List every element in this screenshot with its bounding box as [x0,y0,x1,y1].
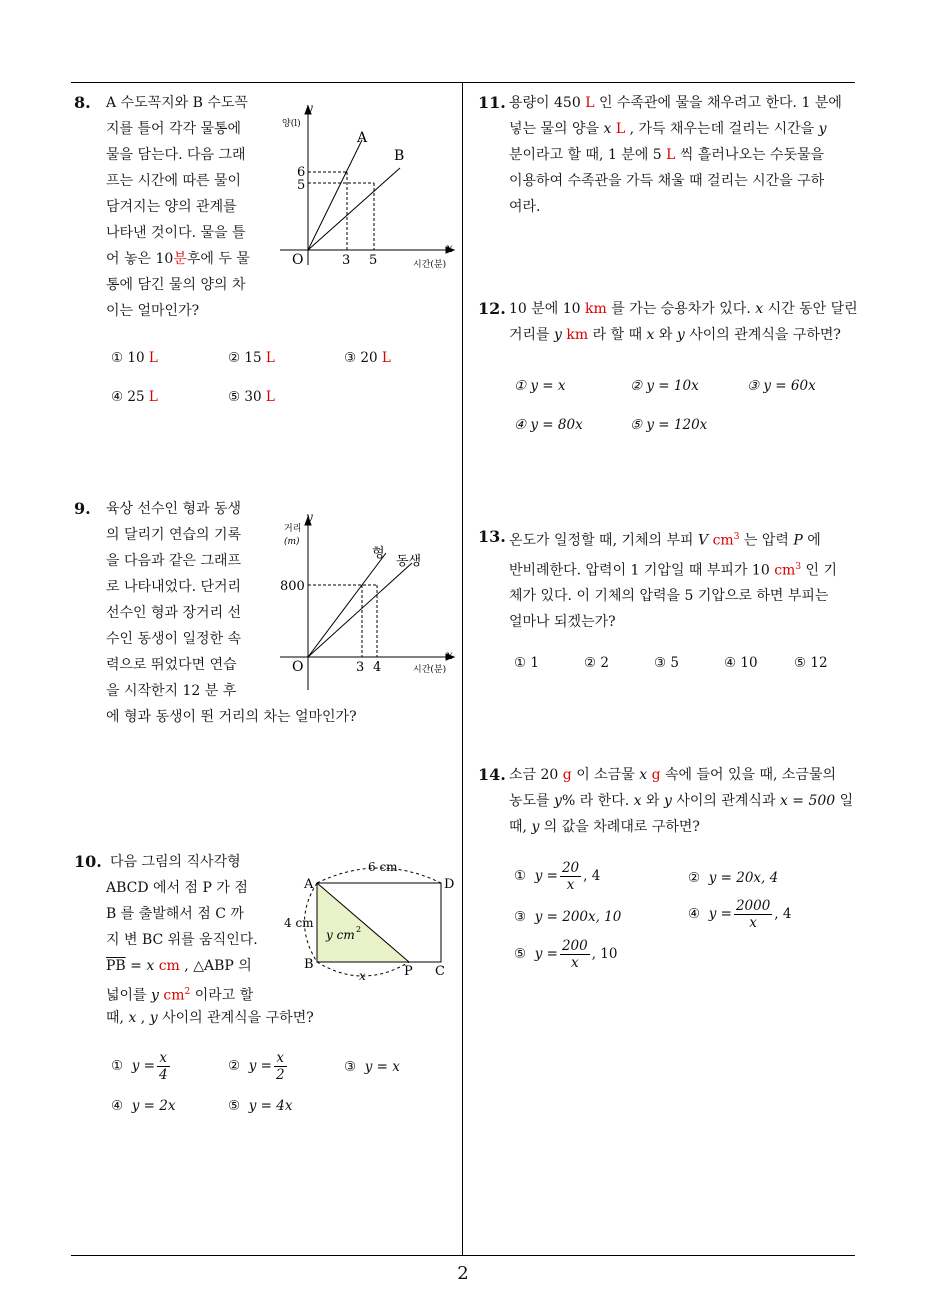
tick-5: 5 [297,178,306,193]
q9-line: 을 다음과 같은 그래프 [106,553,242,569]
q9-line: 을 시작한지 12 분 후 [106,683,237,699]
q10-line: 다음 그림의 직사각형 [110,854,241,870]
question-14-text: 소금 20 g 이 소금물 x g 속에 들어 있을 때, 소금물의 농도를 y% 라 한다. x 와 y 사이의 관계식과 x = 500 일 때, y 의 값을 차례대로 구하면? [509,767,854,835]
q12-option-2[interactable]: ② y = 10x [630,378,699,394]
q9-line: 에 형과 동생이 뛴 거리의 차는 얼마인가? [106,709,357,725]
origin-label: O [292,252,304,268]
q13-option-2[interactable]: ② 2 [584,655,609,671]
q13-option-5[interactable]: ⑤ 12 [794,655,828,671]
q8-option-4[interactable]: ④ 25 L [111,389,158,405]
q13-option-4[interactable]: ④ 10 [724,655,758,671]
q10-figure [280,855,460,985]
question-10 [74,849,106,876]
question-11-text: 용량이 450 L 인 수족관에 물을 채우려고 한다. 1 분에 넣는 물의 양을 x L , 가득 채우는데 걸리는 시간을 y 분이라고 할 때, 1 분에 5 L 씩 흘러나오는 수돗물을 이용하여 수족관을 가득 채울 때 걸리는 시간을 구하 여라. [509,95,842,215]
q8-line: A 수도꼭지와 B 수도꼭 [106,95,248,111]
question-10-text [106,849,281,1009]
q14-option-1[interactable]: ① y = $\frac{20}{x}$ , 4 [514,860,601,893]
q8-graph [270,100,460,275]
vertex-d: D [444,877,455,892]
question-11 [478,90,510,117]
q13-option-1[interactable]: ① 1 [514,655,539,671]
y-label: y [306,101,313,115]
vertex-a: A [304,877,314,892]
label-6cm: 6 cm [368,860,398,874]
q8-line: 나타낸 것이다. 물을 틀 [106,225,246,241]
q14-option-4[interactable]: ④ y = $\frac{2000}{x}$ , 4 [688,898,792,931]
question-number: 12. [478,299,506,318]
q9-line: 의 달리기 연습의 기록 [106,527,242,543]
q10-line: ABCD 에서 점 P 가 점 [106,880,248,896]
tick-5x: 5 [369,253,378,268]
question-14 [478,762,510,789]
question-9 [74,496,95,523]
q8-line: 담겨지는 양의 관계를 [106,199,237,215]
question-number: 13. [478,527,506,546]
bottom-rule [71,1255,855,1256]
q12-option-5[interactable]: ⑤ y = 120x [630,417,708,433]
q10-line: 지 변 BC 위를 움직인다. [106,932,258,948]
q8-option-2[interactable]: ② 15 L [228,350,275,366]
tick-4: 4 [373,660,382,675]
q12-option-4[interactable]: ④ y = 80x [514,417,583,433]
vertex-c: C [435,964,445,979]
q9-line: 육상 선수인 형과 동생 [106,501,242,517]
label-area: y cm [326,928,355,942]
question-number: 11. [478,93,506,112]
y-label: y [306,510,313,524]
q8-option-3[interactable]: ③ 20 L [344,350,391,366]
label-4cm: 4 cm [284,916,314,930]
question-10-text-end: 때, x , y 사이의 관계식을 구하면? [106,1010,314,1026]
y-axis-label: 양(l) [282,119,301,129]
point-p: P [404,964,413,979]
question-13-text: 온도가 일정할 때, 기체의 부피 V $cm^3$ 는 압력 P 에 반비례한다. 압력이 1 기압일 때 부피가 10 $cm^3$ 인 기 체가 있다. 이 기체의 압력을 5 기압으로 하면 부피는 얼마나 되겠는가? [509,532,837,631]
label-area-sup: 2 [356,925,362,934]
q10-line: B 를 출발해서 점 C 까 [106,906,244,922]
x-label: x [446,241,453,255]
x-label: x [446,648,453,662]
line-b [308,168,400,250]
q8-line: 어 놓은 10분후에 두 물 [106,251,250,267]
q8-option-5[interactable]: ⑤ 30 L [228,389,275,405]
q10-option-1[interactable]: ① y = $\frac{x}{4}$ [111,1050,168,1083]
q12-option-1[interactable]: ① y = x [514,378,566,394]
series-a-label: A [357,130,368,146]
tick-3: 3 [356,660,365,675]
q10-option-5[interactable]: ⑤ y = 4x [228,1098,293,1114]
question-8-text [106,90,266,324]
q8-line: 프는 시간에 따른 물이 [106,173,242,189]
q10-option-4[interactable]: ④ y = 2x [111,1098,176,1114]
q8-option-1[interactable]: ① 10 L [111,350,158,366]
column-divider [462,82,463,1256]
line-a [308,140,362,250]
q14-option-2[interactable]: ② y = 20x, 4 [688,870,779,886]
q8-line: 지를 틀어 각각 물통에 [106,121,242,137]
question-13 [478,524,510,551]
q9-line: 로 나타내었다. 단거리 [106,579,242,595]
q9-line: 수인 동생이 일정한 속 [106,631,242,647]
q13-option-3[interactable]: ③ 5 [654,655,679,671]
q10-option-3[interactable]: ③ y = x [344,1059,400,1075]
line-dongsaeng [308,563,412,657]
y-axis-label: 거리 [284,524,302,534]
tick-3: 3 [342,253,351,268]
vertex-b: B [304,957,314,972]
question-12 [478,296,510,323]
q14-option-3[interactable]: ③ y = 200x, 10 [514,909,622,925]
line-hyung [308,553,386,657]
origin-label: O [292,659,304,675]
q9-line: 선수인 형과 장거리 선 [106,605,242,621]
tick-800: 800 [280,579,305,594]
q12-option-3[interactable]: ③ y = 60x [747,378,816,394]
question-number: 10. [74,852,102,871]
label-x: x [359,969,366,983]
q9-graph [270,505,460,695]
series-hyung-label: 형 [372,546,385,561]
question-12-text: 10 분에 10 km 를 가는 승용차가 있다. x 시간 동안 달린 거리를 y km 라 할 때 x 와 y 사이의 관계식을 구하면? [509,301,858,343]
y-axis-unit: (m) [284,537,300,547]
series-dongsaeng-label: 동생 [396,554,422,569]
q9-line: 력으로 뛰었다면 연습 [106,657,237,673]
q8-line: 물을 담는다. 다음 그래 [106,147,246,163]
question-number: 9. [74,499,91,518]
question-number: 8. [74,93,91,112]
x-axis-label: 시간(분) [413,260,447,270]
page-number: 2 [457,1263,469,1284]
series-b-label: B [394,148,405,164]
q14-option-5[interactable]: ⑤ y = $\frac{200}{x}$ , 10 [514,938,618,971]
x-axis-label: 시간(분) [413,665,447,675]
q8-line: 이는 얼마인가? [106,303,200,319]
q10-line: 넓이를 y $cm^2$ 이라고 할 [106,987,254,1004]
q10-line: $\overline{PB} = x$ cm , △ABP 의 [106,958,252,974]
q8-line: 통에 담긴 물의 양의 차 [106,277,246,293]
tick-6: 6 [297,165,306,180]
question-number: 14. [478,765,506,784]
top-rule [71,82,855,83]
q10-option-2[interactable]: ② y = $\frac{x}{2}$ [228,1050,285,1083]
